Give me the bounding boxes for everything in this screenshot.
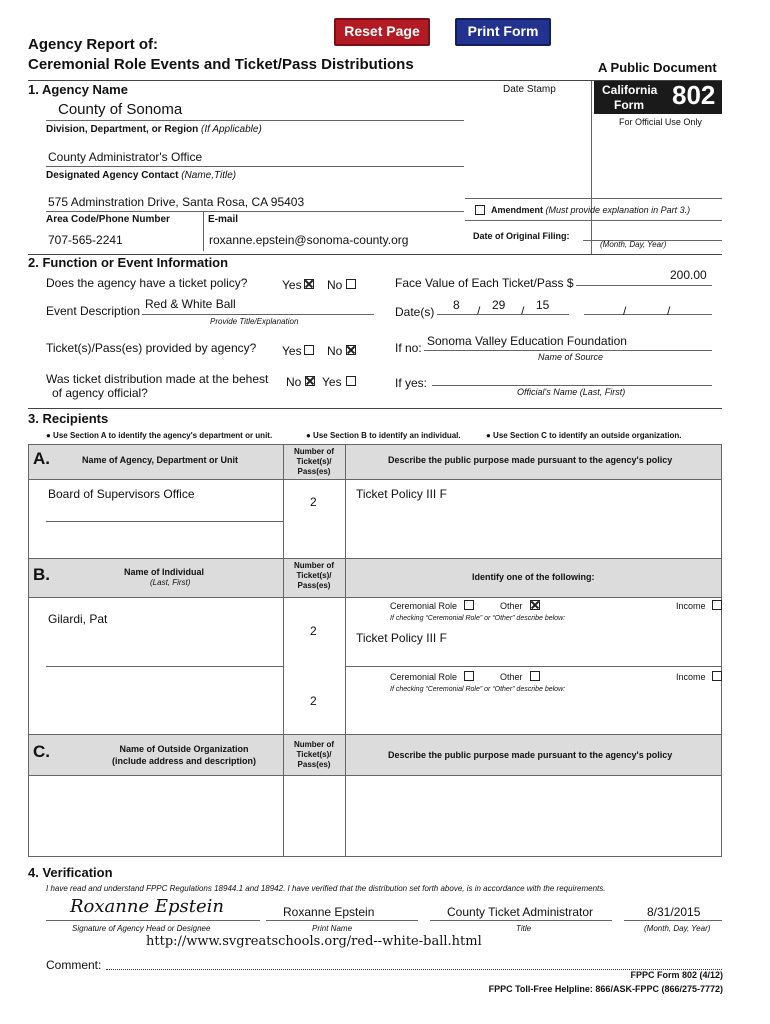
b-row2-income-checkbox[interactable] xyxy=(712,671,722,681)
c-purpose-col-header: Describe the public purpose made pursuant to the agency's policy xyxy=(388,750,673,760)
c-num-col-header-3: Pass(es) xyxy=(297,760,331,769)
contact-hint: (Name,Title) xyxy=(181,170,237,181)
contact-label xyxy=(46,170,236,181)
c-num-col-header-1: Number of xyxy=(294,740,334,749)
b-name-col-hint: (Last, First) xyxy=(150,578,191,587)
if-yes-label: If yes: xyxy=(395,376,428,390)
section4-heading: 4. Verification xyxy=(28,865,113,880)
provided-no-checkbox[interactable] xyxy=(346,345,356,355)
phone-value[interactable]: 707-565-2241 xyxy=(48,233,123,247)
a-row-purpose[interactable]: Ticket Policy III F xyxy=(356,487,447,501)
section1-heading: 1. Agency Name xyxy=(28,82,128,97)
b-num-col-header-3: Pass(es) xyxy=(297,581,331,590)
section-c-letter: C. xyxy=(33,742,50,761)
behest-yes-checkbox[interactable] xyxy=(346,376,356,386)
c-name-col-header-1: Name of Outside Organization xyxy=(119,744,249,754)
behest-yes-label: Yes xyxy=(322,375,342,389)
event-desc-value[interactable]: Red & White Ball xyxy=(145,297,236,311)
face-value-label: Face Value of Each Ticket/Pass $ xyxy=(395,276,574,290)
b-row1-ceremonial-label: Ceremonial Role xyxy=(390,601,458,611)
title-value[interactable]: County Ticket Administrator xyxy=(447,905,594,919)
b-name-col-header: Name of Individual xyxy=(124,567,205,577)
if-no-label: If no: xyxy=(395,341,422,355)
date-slash-1: / xyxy=(477,304,481,318)
date-slash-2: / xyxy=(521,304,525,318)
b-row1-if-checking: If checking “Ceremonial Role” or “Other” describe below: xyxy=(390,615,566,622)
a-name-col-header: Name of Agency, Department or Unit xyxy=(82,455,239,465)
amendment-hint: (Must provide explanation in Part 3.) xyxy=(545,205,691,215)
policy-yes-checkbox[interactable] xyxy=(304,279,314,289)
b-num-col-header-1: Number of xyxy=(294,561,334,570)
verification-statement: I have read and understand FPPC Regulations 18944.1 and 18942. I have verified that the distribution set forth above, is in accordance with the requirements. xyxy=(46,884,606,893)
signature-label: Signature of Agency Head or Designee xyxy=(72,924,211,933)
date-day[interactable]: 29 xyxy=(492,298,506,312)
b-row1-desc[interactable]: Ticket Policy III F xyxy=(356,631,447,645)
b-row1-other-label: Other xyxy=(500,601,523,611)
print-name-label: Print Name xyxy=(312,924,353,933)
c-num-col-header xyxy=(283,740,345,770)
ca-form-badge xyxy=(594,80,722,114)
division-label-text: Division, Department, or Region xyxy=(46,124,199,135)
contact-address[interactable]: 575 Adminstration Drive, Santa Rosa, CA 95403 xyxy=(48,195,305,209)
bullet-section-a: ● Use Section A to identify the agency's department or unit. xyxy=(46,431,273,440)
face-value[interactable]: 200.00 xyxy=(670,268,707,282)
section3-heading: 3. Recipients xyxy=(28,411,109,426)
ca-form-line2: Form xyxy=(614,98,644,112)
event-url[interactable]: http://www.svgreatschools.org/red--white-ball.html xyxy=(146,934,482,949)
title-line-1: Agency Report of: xyxy=(28,36,159,53)
email-label: E-mail xyxy=(208,214,239,225)
date2-slash-2: / xyxy=(667,304,671,318)
date-stamp-box xyxy=(465,80,592,254)
footer-helpline: FPPC Toll-Free Helpline: 866/ASK-FPPC (866/275-7772) xyxy=(488,984,723,994)
b-row1-income-label: Income xyxy=(676,601,706,611)
title-label: Title xyxy=(516,924,532,933)
reset-page-button[interactable]: Reset Page xyxy=(334,18,430,46)
b-row1-num[interactable]: 2 xyxy=(310,624,317,638)
form-number: 802 xyxy=(672,80,716,110)
a-num-col-header xyxy=(283,447,345,477)
policy-yes-label: Yes xyxy=(282,278,302,292)
date-month[interactable]: 8 xyxy=(453,298,460,312)
c-name-col-header-2: (include address and description) xyxy=(111,756,257,766)
division-value[interactable]: County Administrator's Office xyxy=(48,150,203,164)
section-a-letter: A. xyxy=(33,449,50,468)
q-behest-line2: of agency official? xyxy=(52,386,148,400)
policy-no-label: No xyxy=(327,278,343,292)
orig-filing-hint: (Month, Day, Year) xyxy=(600,240,667,249)
phone-label: Area Code/Phone Number xyxy=(46,214,170,225)
section2-heading: 2. Function or Event Information xyxy=(28,255,229,270)
section-b-letter: B. xyxy=(33,565,50,584)
b-row2-ceremonial-checkbox[interactable] xyxy=(464,671,474,681)
date-year[interactable]: 15 xyxy=(536,298,550,312)
amendment-label-text: Amendment xyxy=(491,205,544,215)
b-num-col-header xyxy=(283,561,345,591)
a-num-col-header-2: Ticket(s)/ xyxy=(296,457,332,466)
dates-label: Date(s) xyxy=(395,305,435,319)
verification-date-label: (Month, Day, Year) xyxy=(644,924,711,933)
provided-yes-label: Yes xyxy=(282,344,302,358)
b-num-col-header-2: Ticket(s)/ xyxy=(296,571,332,580)
a-purpose-col-header: Describe the public purpose made pursuant to the agency's policy xyxy=(388,455,673,465)
provided-no-label: No xyxy=(327,344,343,358)
division-hint: (If Applicable) xyxy=(201,124,262,135)
bullet-section-c: ● Use Section C to identify an outside organization. xyxy=(486,431,682,440)
behest-no-checkbox[interactable] xyxy=(305,376,315,386)
c-name-col-header xyxy=(84,743,284,767)
b-row2-other-label: Other xyxy=(500,672,523,682)
event-desc-hint: Provide Title/Explanation xyxy=(210,317,299,326)
b-row1-ceremonial-checkbox[interactable] xyxy=(464,600,474,610)
q-ticket-policy: Does the agency have a ticket policy? xyxy=(46,276,248,290)
ca-form-line1: California xyxy=(602,83,658,97)
b-row1-other-checkbox[interactable] xyxy=(530,600,540,610)
print-form-button[interactable]: Print Form xyxy=(455,18,551,46)
behest-no-label: No xyxy=(286,375,302,389)
b-row2-ceremonial-label: Ceremonial Role xyxy=(390,672,458,682)
b-identify-header: Identify one of the following: xyxy=(472,572,595,582)
event-desc-label: Event Description xyxy=(46,304,141,318)
b-row2-income-label: Income xyxy=(676,672,706,682)
verification-date-value[interactable]: 8/31/2015 xyxy=(647,905,701,919)
orig-filing-label: Date of Original Filing: xyxy=(473,231,570,241)
division-label xyxy=(46,124,262,135)
comment-label: Comment: xyxy=(46,958,102,972)
official-hint: Official's Name (Last, First) xyxy=(517,387,626,397)
bullet-section-b: ● Use Section B to identify an individual. xyxy=(306,431,461,440)
source-hint: Name of Source xyxy=(538,352,604,362)
q-behest-line1: Was ticket distribution made at the behest xyxy=(46,372,269,386)
source-value[interactable]: Sonoma Valley Education Foundation xyxy=(427,334,627,348)
public-document-label: A Public Document xyxy=(598,60,717,75)
a-row-name[interactable]: Board of Supervisors Office xyxy=(48,487,195,501)
a-num-col-header-3: Pass(es) xyxy=(297,467,331,476)
a-num-col-header-1: Number of xyxy=(294,447,334,456)
q-provided-by-agency: Ticket(s)/Pass(es) provided by agency? xyxy=(46,341,257,355)
b-row2-other-checkbox[interactable] xyxy=(530,671,540,681)
amendment-checkbox[interactable] xyxy=(475,205,485,215)
b-row1-income-checkbox[interactable] xyxy=(712,600,722,610)
b-row2-num[interactable]: 2 xyxy=(310,694,317,708)
email-value[interactable]: roxanne.epstein@sonoma-county.org xyxy=(209,233,409,247)
agency-name-value[interactable]: County of Sonoma xyxy=(58,101,183,118)
policy-no-checkbox[interactable] xyxy=(346,279,356,289)
footer-form-id: FPPC Form 802 (4/12) xyxy=(630,970,723,980)
signature[interactable]: Roxanne Epstein xyxy=(70,896,224,917)
c-num-col-header-2: Ticket(s)/ xyxy=(296,750,332,759)
print-name-value[interactable]: Roxanne Epstein xyxy=(283,905,375,919)
a-row-num[interactable]: 2 xyxy=(310,495,317,509)
provided-yes-checkbox[interactable] xyxy=(304,345,314,355)
contact-label-text: Designated Agency Contact xyxy=(46,170,179,181)
b-row2-if-checking: If checking “Ceremonial Role” or “Other” describe below: xyxy=(390,686,566,693)
date-stamp-label: Date Stamp xyxy=(503,84,556,95)
title-line-2: Ceremonial Role Events and Ticket/Pass Distributions xyxy=(28,56,414,73)
official-use-label: For Official Use Only xyxy=(619,117,702,127)
recipients-table xyxy=(28,444,722,857)
b-row1-name[interactable]: Gilardi, Pat xyxy=(48,612,108,626)
amendment-label xyxy=(491,205,690,215)
date2-slash-1: / xyxy=(623,304,627,318)
